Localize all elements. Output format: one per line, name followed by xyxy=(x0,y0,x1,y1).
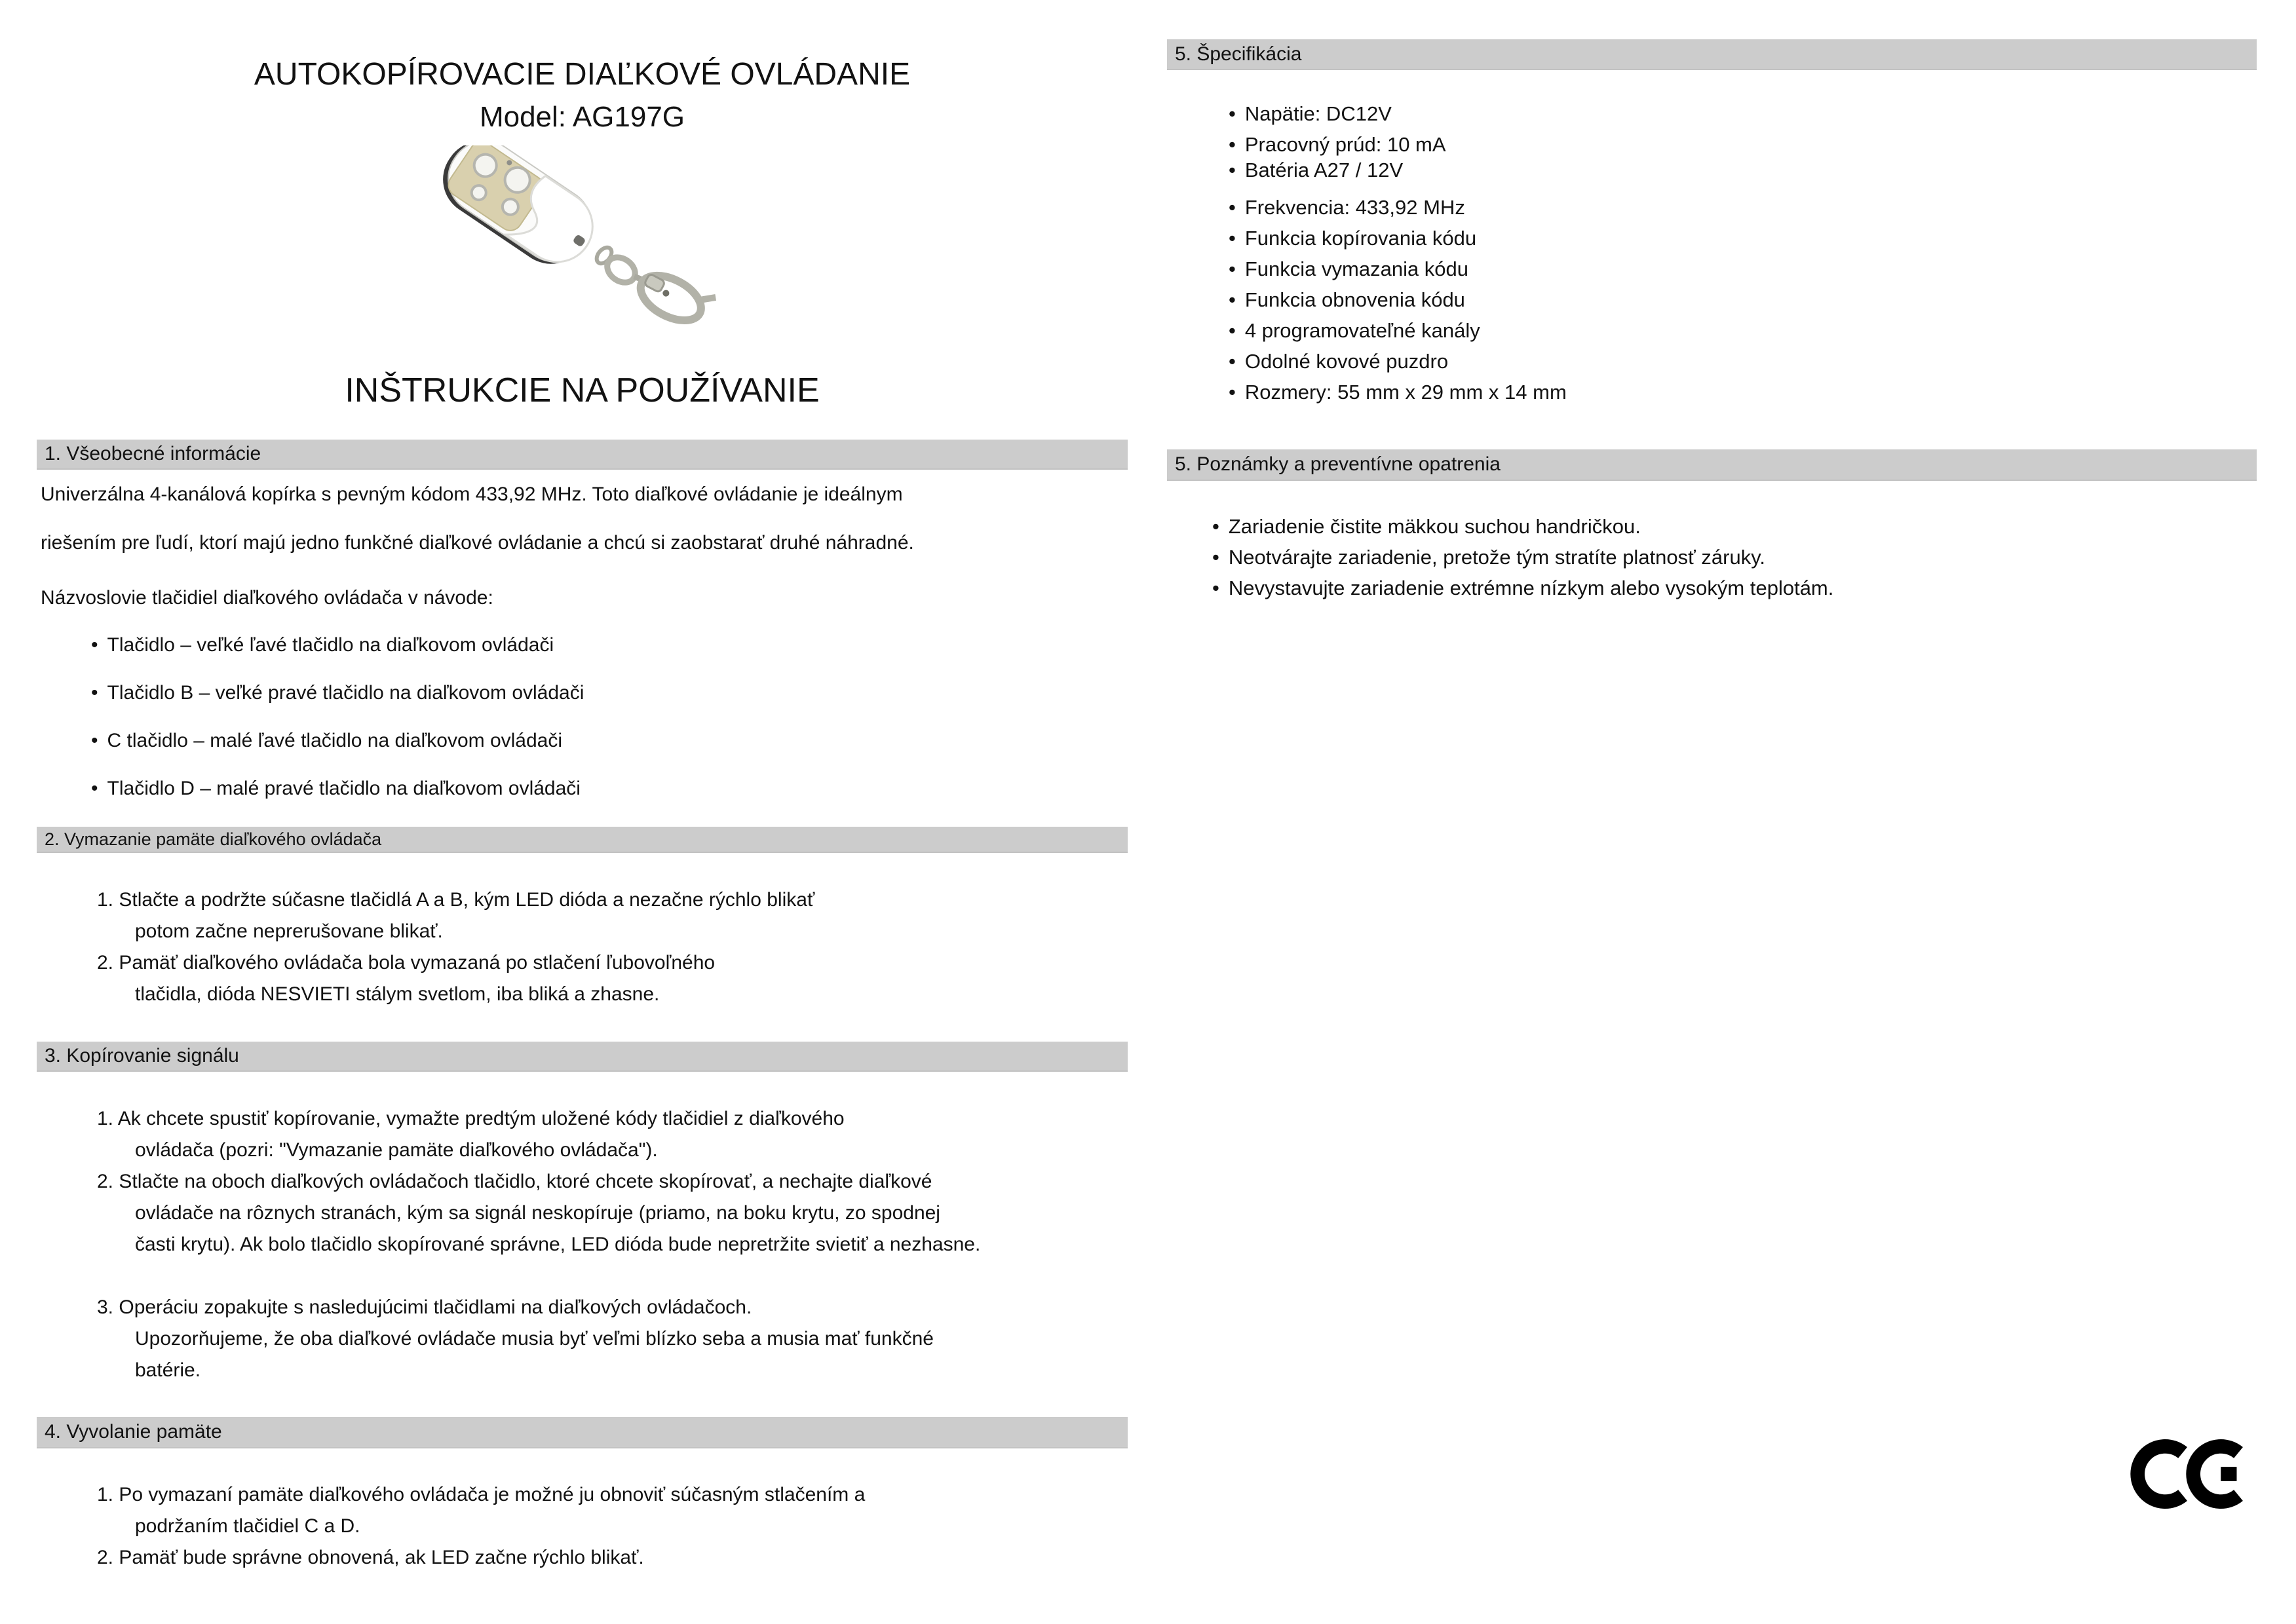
section-header-copy-signal: 3. Kopírovanie signálu xyxy=(37,1042,1128,1072)
note-item xyxy=(1212,511,1833,542)
step-line: potom začne neprerušovane blikať. xyxy=(135,920,443,942)
spec-item-text: Funkcia kopírovania kódu xyxy=(1244,227,1477,250)
list-item-text: C tlačidlo – malé ľavé tlačidlo na diaľkovom ovládači xyxy=(107,730,563,751)
bullet-glyph: • xyxy=(1229,227,1236,250)
list-item-text: Tlačidlo B – veľké pravé tlačidlo na diaľkovom ovládači xyxy=(107,682,584,704)
step-line: ovládača (pozri: "Vymazanie pamäte diaľkového ovládača"). xyxy=(135,1139,658,1161)
bullet-glyph: • xyxy=(91,682,98,704)
step-line: 1. Ak chcete spustiť kopírovanie, vymažte predtým uložené kódy tlačidiel z diaľkového xyxy=(97,1108,845,1129)
remote-control-image xyxy=(432,145,721,339)
bullet-glyph: • xyxy=(91,730,98,751)
step-line: podržaním tlačidiel C a D. xyxy=(135,1515,360,1537)
model-number: Model: AG197G xyxy=(479,101,685,133)
notes-list xyxy=(1212,511,1833,603)
section-header-notes: 5. Poznámky a preventívne opatrenia xyxy=(1167,449,2257,481)
bullet-glyph: • xyxy=(1229,196,1236,219)
spec-item-text: 4 programovateľné kanály xyxy=(1244,319,1480,342)
bullet-glyph: • xyxy=(1229,288,1236,311)
button-naming-intro: Názvoslovie tlačidiel diaľkového ovládača v návode: xyxy=(41,587,493,609)
section-header-erase-memory: 2. Vymazanie pamäte diaľkového ovládača xyxy=(37,827,1128,853)
note-item xyxy=(1212,542,1833,573)
keychain-clasp xyxy=(594,244,716,332)
bullet-glyph: • xyxy=(1229,381,1236,404)
step-line: časti krytu). Ak bolo tlačidlo skopírované správne, LED dióda bude nepretržite svietiť a nezhasne. xyxy=(135,1234,981,1255)
step-line: batérie. xyxy=(135,1359,201,1381)
page-title: AUTOKOPÍROVACIE DIAĽKOVÉ OVLÁDANIE xyxy=(254,57,911,92)
list-item xyxy=(91,717,584,765)
erase-memory-steps xyxy=(37,884,814,1010)
spec-item-text: Frekvencia: 433,92 MHz xyxy=(1244,196,1465,219)
bullet-glyph: • xyxy=(1229,350,1236,373)
spec-item xyxy=(1229,223,1567,254)
paragraph-line: Univerzálna 4-kanálová kopírka s pevným kódom 433,92 MHz. Toto diaľkové ovládanie je ideálnym xyxy=(41,483,903,505)
step-line: ovládače na rôznych stranách, kým sa signál neskopíruje (priamo, na boku krytu, zo spodnej xyxy=(135,1202,940,1224)
ce-mark-logo xyxy=(2130,1423,2259,1525)
step-line: 1. Stlačte a podržte súčasne tlačidlá A a B, kým LED dióda a nezačne rýchlo blikať xyxy=(97,889,815,911)
spec-item-text: Funkcia obnovenia kódu xyxy=(1244,288,1465,311)
instructions-heading: INŠTRUKCIE NA POUŽÍVANIE xyxy=(345,371,820,409)
spec-item xyxy=(1229,284,1567,315)
spec-item xyxy=(1229,315,1567,346)
bullet-glyph: • xyxy=(1229,102,1236,125)
bullet-glyph: • xyxy=(1229,159,1236,181)
spec-item-text: Pracovný prúd: 10 mA xyxy=(1244,133,1446,156)
section-header-general: 1. Všeobecné informácie xyxy=(37,440,1128,470)
spec-item xyxy=(1229,377,1567,407)
list-item xyxy=(91,621,584,669)
list-item xyxy=(91,669,584,717)
step-line: tlačidla, dióda NESVIETI stálym svetlom, iba bliká a zhasne. xyxy=(135,983,660,1005)
step-line: 3. Operáciu zopakujte s nasledujúcimi tlačidlami na diaľkových ovládačoch. xyxy=(97,1296,752,1318)
spec-item xyxy=(1229,254,1567,284)
step-line: 2. Pamäť diaľkového ovládača bola vymazaná po stlačení ľubovoľného xyxy=(97,952,716,973)
fob-body xyxy=(432,145,607,280)
section-header-specification: 5. Špecifikácia xyxy=(1167,39,2257,70)
spec-item-text: Batéria A27 / 12V xyxy=(1244,159,1404,181)
spec-item-text: Rozmery: 55 mm x 29 mm x 14 mm xyxy=(1244,381,1567,404)
bullet-glyph: • xyxy=(1229,257,1236,280)
spec-item xyxy=(1229,155,1567,185)
general-paragraph xyxy=(41,470,1132,567)
spec-item-text: Napätie: DC12V xyxy=(1244,102,1392,125)
memory-recall-steps xyxy=(37,1479,865,1574)
note-item-text: Zariadenie čistite mäkkou suchou handričkou. xyxy=(1228,515,1641,538)
step-line: 2. Stlačte na oboch diaľkových ovládačoch tlačidlo, ktoré chcete skopírovať, a nechajte diaľkové xyxy=(97,1171,932,1192)
bullet-glyph: • xyxy=(1229,133,1236,156)
spec-item-text: Funkcia vymazania kódu xyxy=(1244,257,1469,280)
spec-item-text: Odolné kovové puzdro xyxy=(1244,350,1449,373)
list-item-text: Tlačidlo – veľké ľavé tlačidlo na diaľkovom ovládači xyxy=(107,634,554,656)
spec-item xyxy=(1229,346,1567,377)
step-line: 2. Pamäť bude správne obnovená, ak LED začne rýchlo blikať. xyxy=(97,1547,644,1568)
bullet-glyph: • xyxy=(1212,546,1219,569)
button-naming-list xyxy=(91,621,584,812)
note-item xyxy=(1212,573,1833,603)
step-line: Upozorňujeme, že oba diaľkové ovládače musia byť veľmi blízko seba a musia mať funkčné xyxy=(135,1328,934,1350)
copy-signal-steps xyxy=(37,1103,980,1386)
spec-item xyxy=(1229,192,1567,223)
bullet-glyph: • xyxy=(91,778,98,799)
list-item xyxy=(91,765,584,812)
remote-control-drawing xyxy=(432,145,721,339)
note-item-text: Nevystavujte zariadenie extrémne nízkym alebo vysokým teplotám. xyxy=(1228,576,1834,599)
bullet-glyph: • xyxy=(91,634,98,656)
bullet-glyph: • xyxy=(1212,576,1219,599)
step-line: 1. Po vymazaní pamäte diaľkového ovládača je možné ju obnoviť súčasným stlačením a xyxy=(97,1484,866,1505)
list-item-text: Tlačidlo D – malé pravé tlačidlo na diaľkovom ovládači xyxy=(107,778,581,799)
spec-item xyxy=(1229,98,1567,129)
note-item-text: Neotvárajte zariadenie, pretože tým stratíte platnosť záruky. xyxy=(1228,546,1766,569)
ce-mark-icon xyxy=(2130,1423,2259,1525)
paragraph-line: riešením pre ľudí, ktorí majú jedno funkčné diaľkové ovládanie a chcú si zaobstarať druhé náhradné. xyxy=(41,532,914,554)
bullet-glyph: • xyxy=(1229,319,1236,342)
bullet-glyph: • xyxy=(1212,515,1219,538)
specification-list xyxy=(1229,98,1567,407)
section-header-memory-recall: 4. Vyvolanie pamäte xyxy=(37,1417,1128,1448)
